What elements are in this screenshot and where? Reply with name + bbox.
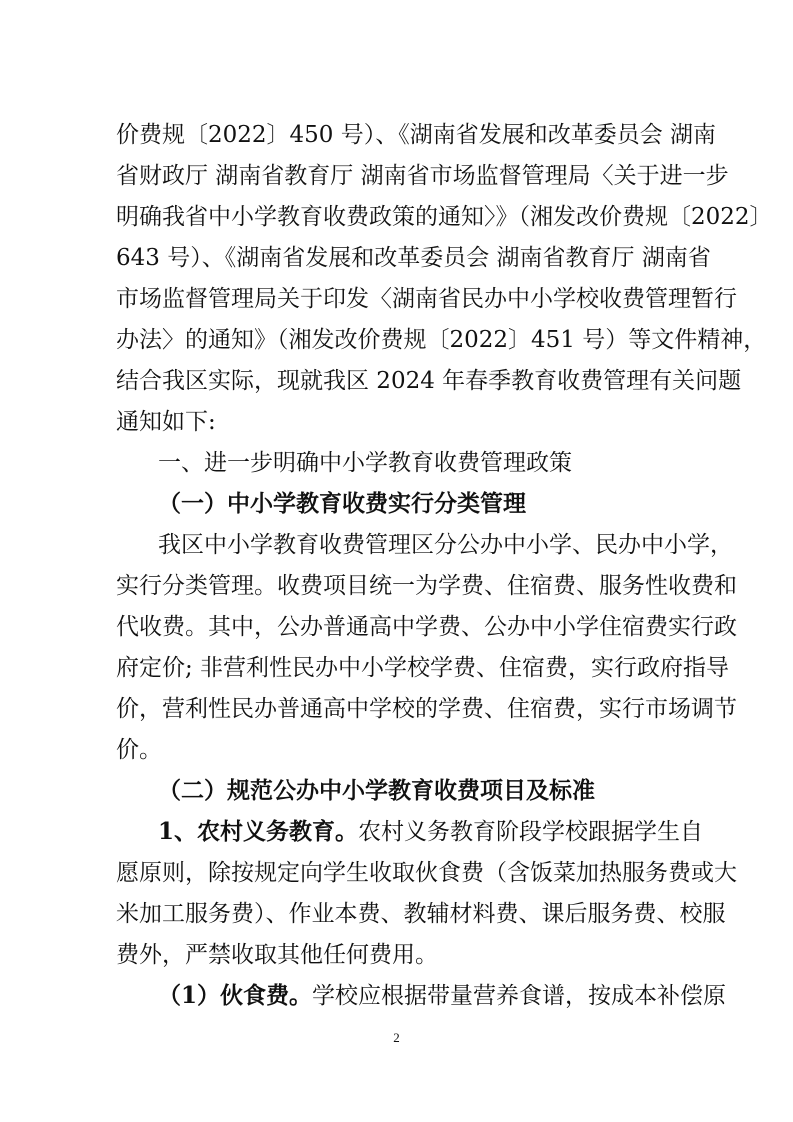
item-title: 1、农村义务教育。: [158, 818, 359, 845]
intro-line: 通知如下:: [116, 409, 216, 435]
paragraph-line: 我区中小学教育收费管理区分公办中小学、民办中小学，: [158, 532, 733, 558]
intro-line: 价费规〔2022〕450 号）、《湖南省发展和改革委员会 湖南: [116, 122, 717, 148]
item-text: 农村义务教育阶段学校跟据学生自: [358, 819, 704, 845]
paragraph-line: 府定价; 非营利性民办中小学校学费、住宿费，实行政府指导: [116, 655, 730, 681]
item-text: 学校应根据带量营养食谱，按成本补偿原: [312, 983, 727, 1009]
paragraph-line: 费外，严禁收取其他任何费用。: [116, 942, 438, 968]
intro-line: 结合我区实际，现就我区 2024 年春季教育收费管理有关问题: [116, 368, 742, 394]
intro-line: 明确我省中小学教育收费政策的通知〉》（湘发改价费规〔2022〕: [116, 204, 773, 230]
paragraph-line: 愿原则，除按规定向学生收取伙食费（含饭菜加热服务费或大: [116, 860, 737, 886]
paragraph-line: 代收费。其中，公办普通高中学费、公办中小学住宿费实行政: [116, 614, 737, 640]
paragraph-line: 实行分类管理。收费项目统一为学费、住宿费、服务性收费和: [116, 573, 737, 599]
paragraph-line: [158, 817, 793, 847]
paragraph-line: [158, 981, 793, 1011]
subsection-heading: （二）规范公办中小学教育收费项目及标准: [158, 777, 595, 804]
subsection-heading: （一）中小学教育收费实行分类管理: [158, 490, 526, 517]
item-title: （1）伙食费。: [158, 982, 313, 1009]
page-number: 2: [393, 1030, 400, 1045]
intro-line: 省财政厅 湖南省教育厅 湖南省市场监督管理局〈关于进一步: [116, 163, 729, 189]
paragraph-line: 价，营利性民办普通高中学校的学费、住宿费，实行市场调节: [116, 696, 737, 722]
intro-line: 办法〉的通知》（湘发改价费规〔2022〕451 号）等文件精神，: [116, 327, 767, 353]
paragraph-line: 米加工服务费）、作业本费、教辅材料费、课后服务费、校服: [116, 901, 726, 927]
intro-line: 市场监督管理局关于印发〈湖南省民办中小学校收费管理暂行: [116, 286, 737, 312]
intro-line: 643 号）、《湖南省发展和改革委员会 湖南省教育厅 湖南省: [116, 245, 711, 271]
section-heading: 一、进一步明确中小学教育收费管理政策: [158, 450, 572, 476]
paragraph-line: 价。: [116, 737, 162, 763]
